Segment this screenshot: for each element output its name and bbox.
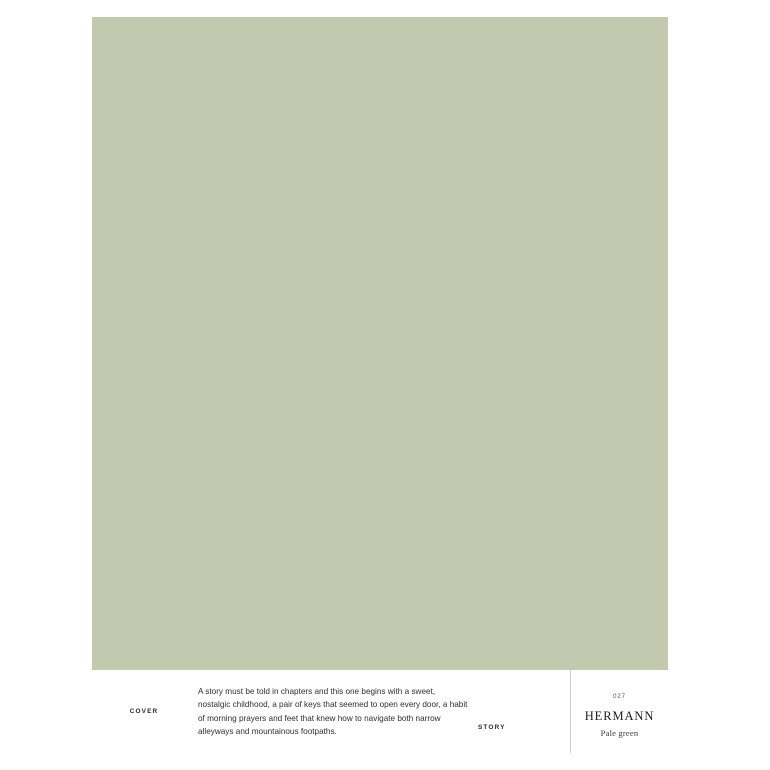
story-label-area — [478, 670, 570, 753]
cover-label: COVER — [129, 708, 159, 715]
color-swatch-field — [92, 17, 668, 670]
swatch-info-area — [570, 670, 668, 753]
story-label: STORY — [478, 724, 506, 731]
story-text: A story must be told in chapters and this one begins with a sweet, nostalgic childhood, a pair of keys that seemed to open every door, a habit of morning prayers and feet that knew how to navigate both narrow alleyways and mountainous footpaths. — [198, 686, 468, 736]
color-swatch-card — [92, 17, 668, 753]
swatch-number: 027 — [613, 693, 626, 700]
caption-bar — [92, 670, 668, 753]
cover-label-area — [92, 670, 196, 753]
swatch-description: Pale green — [600, 727, 639, 738]
swatch-name: HERMANN — [584, 708, 655, 723]
story-text-area — [196, 670, 478, 753]
